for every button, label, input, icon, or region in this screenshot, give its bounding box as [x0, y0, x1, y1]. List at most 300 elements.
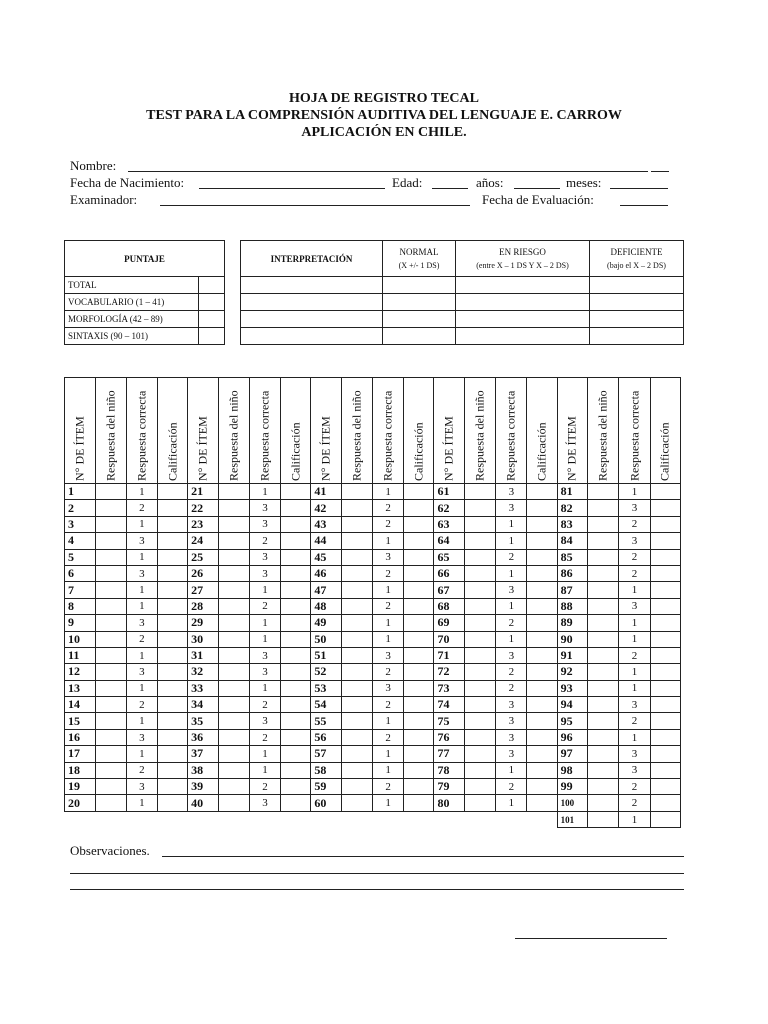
item-number: 8 — [65, 598, 96, 614]
score-cell[interactable] — [650, 484, 680, 500]
score-cell[interactable] — [650, 713, 680, 729]
item-number: 12 — [65, 664, 96, 680]
child-answer-cell[interactable] — [95, 762, 126, 778]
correct-answer: 2 — [619, 795, 650, 811]
score-cell[interactable] — [199, 311, 225, 328]
meses-field[interactable] — [610, 188, 668, 189]
row-label: TOTAL — [65, 277, 199, 294]
score-cell[interactable] — [158, 664, 188, 680]
correct-answer: 2 — [373, 664, 404, 680]
child-answer-cell[interactable] — [588, 533, 619, 549]
score-cell[interactable] — [281, 500, 311, 516]
score-cell[interactable] — [527, 664, 557, 680]
child-answer-cell[interactable] — [465, 697, 496, 713]
score-cell[interactable] — [281, 631, 311, 647]
child-answer-cell[interactable] — [218, 500, 249, 516]
child-answer-cell[interactable] — [341, 713, 372, 729]
child-answer-cell[interactable] — [465, 533, 496, 549]
cell[interactable] — [241, 311, 383, 328]
child-answer-cell[interactable] — [341, 484, 372, 500]
correct-answer: 1 — [373, 533, 404, 549]
correct-answer: 3 — [373, 647, 404, 663]
child-answer-cell[interactable] — [465, 779, 496, 795]
child-answer-cell[interactable] — [465, 795, 496, 811]
child-answer-cell[interactable] — [341, 779, 372, 795]
score-cell[interactable] — [404, 598, 434, 614]
score-cell[interactable] — [158, 598, 188, 614]
child-answer-cell[interactable] — [465, 680, 496, 696]
score-cell[interactable] — [527, 713, 557, 729]
score-cell[interactable] — [281, 582, 311, 598]
col-correct-header — [126, 378, 157, 484]
score-cell[interactable] — [281, 615, 311, 631]
item-number: 88 — [557, 598, 588, 614]
child-answer-cell[interactable] — [465, 647, 496, 663]
score-cell[interactable] — [650, 598, 680, 614]
child-answer-cell[interactable] — [218, 729, 249, 745]
child-answer-cell[interactable] — [95, 729, 126, 745]
correct-answer: 1 — [619, 729, 650, 745]
child-answer-cell[interactable] — [465, 484, 496, 500]
cell[interactable] — [456, 311, 590, 328]
score-cell[interactable] — [650, 729, 680, 745]
observaciones-line-1[interactable] — [162, 856, 684, 857]
child-answer-cell[interactable] — [95, 697, 126, 713]
score-cell[interactable] — [527, 729, 557, 745]
score-cell[interactable] — [281, 746, 311, 762]
child-answer-cell[interactable] — [341, 516, 372, 532]
cell[interactable] — [383, 294, 456, 311]
cell[interactable] — [241, 294, 383, 311]
score-cell[interactable] — [281, 664, 311, 680]
score-cell[interactable] — [158, 565, 188, 581]
item-number: 83 — [557, 516, 588, 532]
score-cell[interactable] — [404, 647, 434, 663]
child-answer-cell[interactable] — [588, 713, 619, 729]
child-answer-cell[interactable] — [588, 631, 619, 647]
score-cell[interactable] — [281, 516, 311, 532]
score-cell[interactable] — [158, 697, 188, 713]
score-cell[interactable] — [650, 664, 680, 680]
score-cell[interactable] — [527, 631, 557, 647]
child-answer-cell[interactable] — [95, 582, 126, 598]
cell[interactable] — [456, 328, 590, 345]
cell[interactable] — [590, 311, 684, 328]
child-answer-cell[interactable] — [465, 713, 496, 729]
score-cell[interactable] — [404, 615, 434, 631]
score-cell[interactable] — [404, 697, 434, 713]
child-answer-cell[interactable] — [218, 664, 249, 680]
score-cell[interactable] — [404, 484, 434, 500]
edad-field[interactable] — [432, 188, 468, 189]
child-answer-cell[interactable] — [95, 565, 126, 581]
child-answer-cell[interactable] — [218, 549, 249, 565]
riesgo-sub: (entre X – 1 DS Y X – 2 DS) — [476, 260, 569, 270]
score-cell[interactable] — [527, 582, 557, 598]
score-cell[interactable] — [650, 647, 680, 663]
score-cell[interactable] — [199, 328, 225, 345]
child-answer-cell[interactable] — [465, 549, 496, 565]
score-cell[interactable] — [650, 500, 680, 516]
cell[interactable] — [383, 277, 456, 294]
score-cell[interactable] — [527, 746, 557, 762]
score-cell[interactable] — [650, 779, 680, 795]
child-answer-cell[interactable] — [95, 631, 126, 647]
child-answer-cell[interactable] — [465, 565, 496, 581]
child-answer-cell[interactable] — [218, 484, 249, 500]
child-answer-cell[interactable] — [95, 533, 126, 549]
score-cell[interactable] — [158, 484, 188, 500]
item-number: 69 — [434, 615, 465, 631]
score-cell[interactable] — [199, 277, 225, 294]
correct-answer: 1 — [496, 631, 527, 647]
child-answer-cell[interactable] — [588, 500, 619, 516]
observaciones-line-3[interactable] — [70, 889, 684, 890]
child-answer-cell[interactable] — [218, 647, 249, 663]
child-answer-cell[interactable] — [218, 582, 249, 598]
score-cell[interactable] — [281, 598, 311, 614]
score-cell[interactable] — [281, 762, 311, 778]
correct-answer: 1 — [249, 746, 280, 762]
child-answer-cell[interactable] — [95, 713, 126, 729]
item-number: 70 — [434, 631, 465, 647]
cell[interactable] — [456, 294, 590, 311]
correct-answer: 1 — [373, 762, 404, 778]
score-cell[interactable] — [404, 516, 434, 532]
score-cell[interactable] — [404, 664, 434, 680]
child-answer-cell[interactable] — [218, 516, 249, 532]
table-row — [65, 729, 681, 745]
score-cell[interactable] — [281, 533, 311, 549]
score-cell[interactable] — [158, 631, 188, 647]
score-cell[interactable] — [527, 484, 557, 500]
child-answer-cell[interactable] — [95, 647, 126, 663]
score-cell[interactable] — [527, 549, 557, 565]
score-cell[interactable] — [650, 565, 680, 581]
signature-line[interactable] — [515, 938, 667, 939]
score-cell[interactable] — [158, 762, 188, 778]
correct-answer: 3 — [496, 697, 527, 713]
meses-label: meses: — [566, 175, 602, 190]
table-row — [65, 680, 681, 696]
child-answer-cell[interactable] — [218, 713, 249, 729]
score-cell[interactable] — [281, 565, 311, 581]
score-cell[interactable] — [404, 565, 434, 581]
score-cell[interactable] — [650, 549, 680, 565]
cell[interactable] — [590, 328, 684, 345]
items-table — [64, 377, 681, 828]
child-answer-cell[interactable] — [218, 779, 249, 795]
score-cell[interactable] — [404, 549, 434, 565]
child-answer-cell[interactable] — [218, 615, 249, 631]
child-answer-cell[interactable] — [465, 762, 496, 778]
child-answer-cell[interactable] — [341, 631, 372, 647]
child-answer-cell[interactable] — [465, 631, 496, 647]
score-cell[interactable] — [404, 500, 434, 516]
score-cell[interactable] — [650, 795, 680, 811]
child-answer-cell[interactable] — [341, 647, 372, 663]
score-cell[interactable] — [281, 697, 311, 713]
child-answer-cell[interactable] — [465, 746, 496, 762]
item-number: 59 — [311, 779, 342, 795]
child-answer-cell[interactable] — [218, 565, 249, 581]
score-cell[interactable] — [650, 631, 680, 647]
score-cell[interactable] — [527, 680, 557, 696]
score-cell[interactable] — [158, 549, 188, 565]
score-cell[interactable] — [404, 680, 434, 696]
child-answer-cell[interactable] — [341, 664, 372, 680]
correct-answer: 3 — [619, 598, 650, 614]
blank-cell — [158, 811, 188, 827]
score-cell[interactable] — [158, 729, 188, 745]
child-answer-cell[interactable] — [588, 680, 619, 696]
col-item-header-text: N° DE ÍTEM — [318, 416, 333, 481]
child-answer-cell[interactable] — [465, 582, 496, 598]
score-cell[interactable] — [650, 516, 680, 532]
child-answer-cell[interactable] — [341, 500, 372, 516]
child-answer-cell[interactable] — [95, 795, 126, 811]
child-answer-cell[interactable] — [341, 680, 372, 696]
score-cell[interactable] — [281, 647, 311, 663]
child-answer-cell[interactable] — [588, 779, 619, 795]
item-number: 36 — [188, 729, 219, 745]
score-cell[interactable] — [404, 533, 434, 549]
child-answer-cell[interactable] — [95, 615, 126, 631]
item-number: 40 — [188, 795, 219, 811]
table-row — [65, 631, 681, 647]
score-cell[interactable] — [527, 565, 557, 581]
score-cell[interactable] — [158, 500, 188, 516]
item-number: 81 — [557, 484, 588, 500]
child-answer-cell[interactable] — [588, 549, 619, 565]
item-number: 53 — [311, 680, 342, 696]
score-cell[interactable] — [281, 680, 311, 696]
score-cell[interactable] — [404, 631, 434, 647]
score-cell[interactable] — [650, 697, 680, 713]
examinador-field[interactable] — [160, 205, 470, 206]
score-cell[interactable] — [527, 516, 557, 532]
child-answer-cell[interactable] — [218, 697, 249, 713]
score-cell[interactable] — [404, 582, 434, 598]
child-answer-cell[interactable] — [588, 697, 619, 713]
score-cell[interactable] — [650, 582, 680, 598]
score-cell[interactable] — [650, 533, 680, 549]
correct-answer: 2 — [496, 779, 527, 795]
fecha-evaluacion-field[interactable] — [620, 205, 668, 206]
score-cell[interactable] — [650, 762, 680, 778]
score-cell[interactable] — [404, 779, 434, 795]
deficiente-label: DEFICIENTE — [610, 246, 663, 257]
child-answer-cell[interactable] — [95, 598, 126, 614]
child-answer-cell[interactable] — [95, 664, 126, 680]
child-answer-cell[interactable] — [588, 811, 619, 827]
score-cell[interactable] — [404, 795, 434, 811]
child-answer-cell[interactable] — [218, 795, 249, 811]
observaciones-label: Observaciones. — [70, 843, 150, 858]
child-answer-cell[interactable] — [218, 631, 249, 647]
child-answer-cell[interactable] — [465, 598, 496, 614]
child-answer-cell[interactable] — [588, 484, 619, 500]
child-answer-cell[interactable] — [341, 697, 372, 713]
child-answer-cell[interactable] — [218, 533, 249, 549]
item-number: 56 — [311, 729, 342, 745]
child-answer-cell[interactable] — [588, 516, 619, 532]
child-answer-cell[interactable] — [341, 795, 372, 811]
child-answer-cell[interactable] — [588, 746, 619, 762]
correct-answer: 3 — [496, 484, 527, 500]
child-answer-cell[interactable] — [341, 549, 372, 565]
fecha-evaluacion-label: Fecha de Evaluación: — [482, 192, 594, 207]
score-cell[interactable] — [158, 746, 188, 762]
item-number: 3 — [65, 516, 96, 532]
score-cell[interactable] — [158, 795, 188, 811]
correct-answer: 3 — [373, 680, 404, 696]
child-answer-cell[interactable] — [95, 549, 126, 565]
child-answer-cell[interactable] — [341, 729, 372, 745]
correct-answer: 3 — [126, 565, 157, 581]
child-answer-cell[interactable] — [341, 582, 372, 598]
child-answer-cell[interactable] — [465, 729, 496, 745]
child-answer-cell[interactable] — [95, 779, 126, 795]
score-cell[interactable] — [404, 713, 434, 729]
score-cell[interactable] — [527, 533, 557, 549]
deficiente-header — [590, 241, 684, 277]
child-answer-cell[interactable] — [341, 615, 372, 631]
child-answer-cell[interactable] — [588, 647, 619, 663]
correct-answer: 1 — [496, 565, 527, 581]
child-answer-cell[interactable] — [588, 615, 619, 631]
score-cell[interactable] — [158, 582, 188, 598]
child-answer-cell[interactable] — [465, 664, 496, 680]
cell[interactable] — [456, 277, 590, 294]
child-answer-cell[interactable] — [588, 582, 619, 598]
child-answer-cell[interactable] — [341, 533, 372, 549]
col-item-header-text: N° DE ÍTEM — [441, 416, 456, 481]
correct-answer: 2 — [373, 697, 404, 713]
child-answer-cell[interactable] — [218, 746, 249, 762]
cell[interactable] — [590, 294, 684, 311]
child-answer-cell[interactable] — [95, 680, 126, 696]
score-cell[interactable] — [404, 746, 434, 762]
cell[interactable] — [383, 328, 456, 345]
item-number: 66 — [434, 565, 465, 581]
score-cell[interactable] — [281, 549, 311, 565]
fecha-nacimiento-field[interactable] — [199, 188, 385, 189]
score-cell[interactable] — [404, 729, 434, 745]
item-number: 43 — [311, 516, 342, 532]
score-cell[interactable] — [281, 713, 311, 729]
col-score-header — [650, 378, 680, 484]
child-answer-cell[interactable] — [95, 746, 126, 762]
child-answer-cell[interactable] — [465, 615, 496, 631]
table-row — [65, 516, 681, 532]
item-number: 23 — [188, 516, 219, 532]
table-row — [65, 549, 681, 565]
score-cell[interactable] — [158, 647, 188, 663]
correct-answer: 1 — [373, 795, 404, 811]
col-score-header — [281, 378, 311, 484]
score-cell[interactable] — [527, 598, 557, 614]
score-cell[interactable] — [281, 795, 311, 811]
score-cell[interactable] — [527, 500, 557, 516]
score-cell[interactable] — [158, 516, 188, 532]
score-cell[interactable] — [527, 762, 557, 778]
nombre-field[interactable] — [128, 171, 648, 172]
score-cell[interactable] — [281, 484, 311, 500]
blank-cell — [218, 811, 249, 827]
child-answer-cell[interactable] — [218, 762, 249, 778]
blank-cell — [404, 811, 434, 827]
child-answer-cell[interactable] — [95, 484, 126, 500]
row-label: MORFOLOGÍA (42 – 89) — [65, 311, 199, 328]
child-answer-cell[interactable] — [588, 729, 619, 745]
riesgo-label: EN RIESGO — [499, 246, 546, 257]
child-answer-cell[interactable] — [341, 762, 372, 778]
child-answer-cell[interactable] — [588, 795, 619, 811]
correct-answer: 3 — [619, 762, 650, 778]
item-number: 97 — [557, 746, 588, 762]
child-answer-cell[interactable] — [588, 762, 619, 778]
cell[interactable] — [590, 277, 684, 294]
score-cell[interactable] — [650, 746, 680, 762]
correct-answer: 1 — [619, 615, 650, 631]
correct-answer: 2 — [126, 762, 157, 778]
score-cell[interactable] — [158, 779, 188, 795]
child-answer-cell[interactable] — [341, 565, 372, 581]
observaciones-line-2[interactable] — [70, 873, 684, 874]
score-cell[interactable] — [650, 680, 680, 696]
score-cell[interactable] — [281, 779, 311, 795]
score-cell[interactable] — [527, 795, 557, 811]
score-cell[interactable] — [527, 647, 557, 663]
score-cell[interactable] — [281, 729, 311, 745]
child-answer-cell[interactable] — [588, 565, 619, 581]
child-answer-cell[interactable] — [218, 598, 249, 614]
score-cell[interactable] — [158, 533, 188, 549]
nombre-label: Nombre: — [70, 158, 117, 173]
blank-cell — [65, 811, 96, 827]
score-cell[interactable] — [527, 697, 557, 713]
child-answer-cell[interactable] — [465, 500, 496, 516]
child-answer-cell[interactable] — [588, 664, 619, 680]
cell[interactable] — [241, 328, 383, 345]
score-cell[interactable] — [158, 615, 188, 631]
child-answer-cell[interactable] — [341, 746, 372, 762]
score-cell[interactable] — [650, 615, 680, 631]
score-cell[interactable] — [527, 779, 557, 795]
item-number: 87 — [557, 582, 588, 598]
child-answer-cell[interactable] — [95, 500, 126, 516]
score-cell[interactable] — [527, 615, 557, 631]
score-cell[interactable] — [404, 762, 434, 778]
cell[interactable] — [241, 277, 383, 294]
child-answer-cell[interactable] — [341, 598, 372, 614]
score-cell[interactable] — [199, 294, 225, 311]
correct-answer: 2 — [249, 697, 280, 713]
correct-answer: 3 — [249, 713, 280, 729]
score-cell[interactable] — [650, 811, 680, 827]
child-answer-cell[interactable] — [588, 598, 619, 614]
child-answer-cell[interactable] — [465, 516, 496, 532]
item-number: 89 — [557, 615, 588, 631]
cell[interactable] — [383, 311, 456, 328]
score-cell[interactable] — [158, 680, 188, 696]
correct-answer: 1 — [249, 484, 280, 500]
anos-field[interactable] — [514, 188, 560, 189]
child-answer-cell[interactable] — [95, 516, 126, 532]
child-answer-cell[interactable] — [218, 680, 249, 696]
score-cell[interactable] — [158, 713, 188, 729]
